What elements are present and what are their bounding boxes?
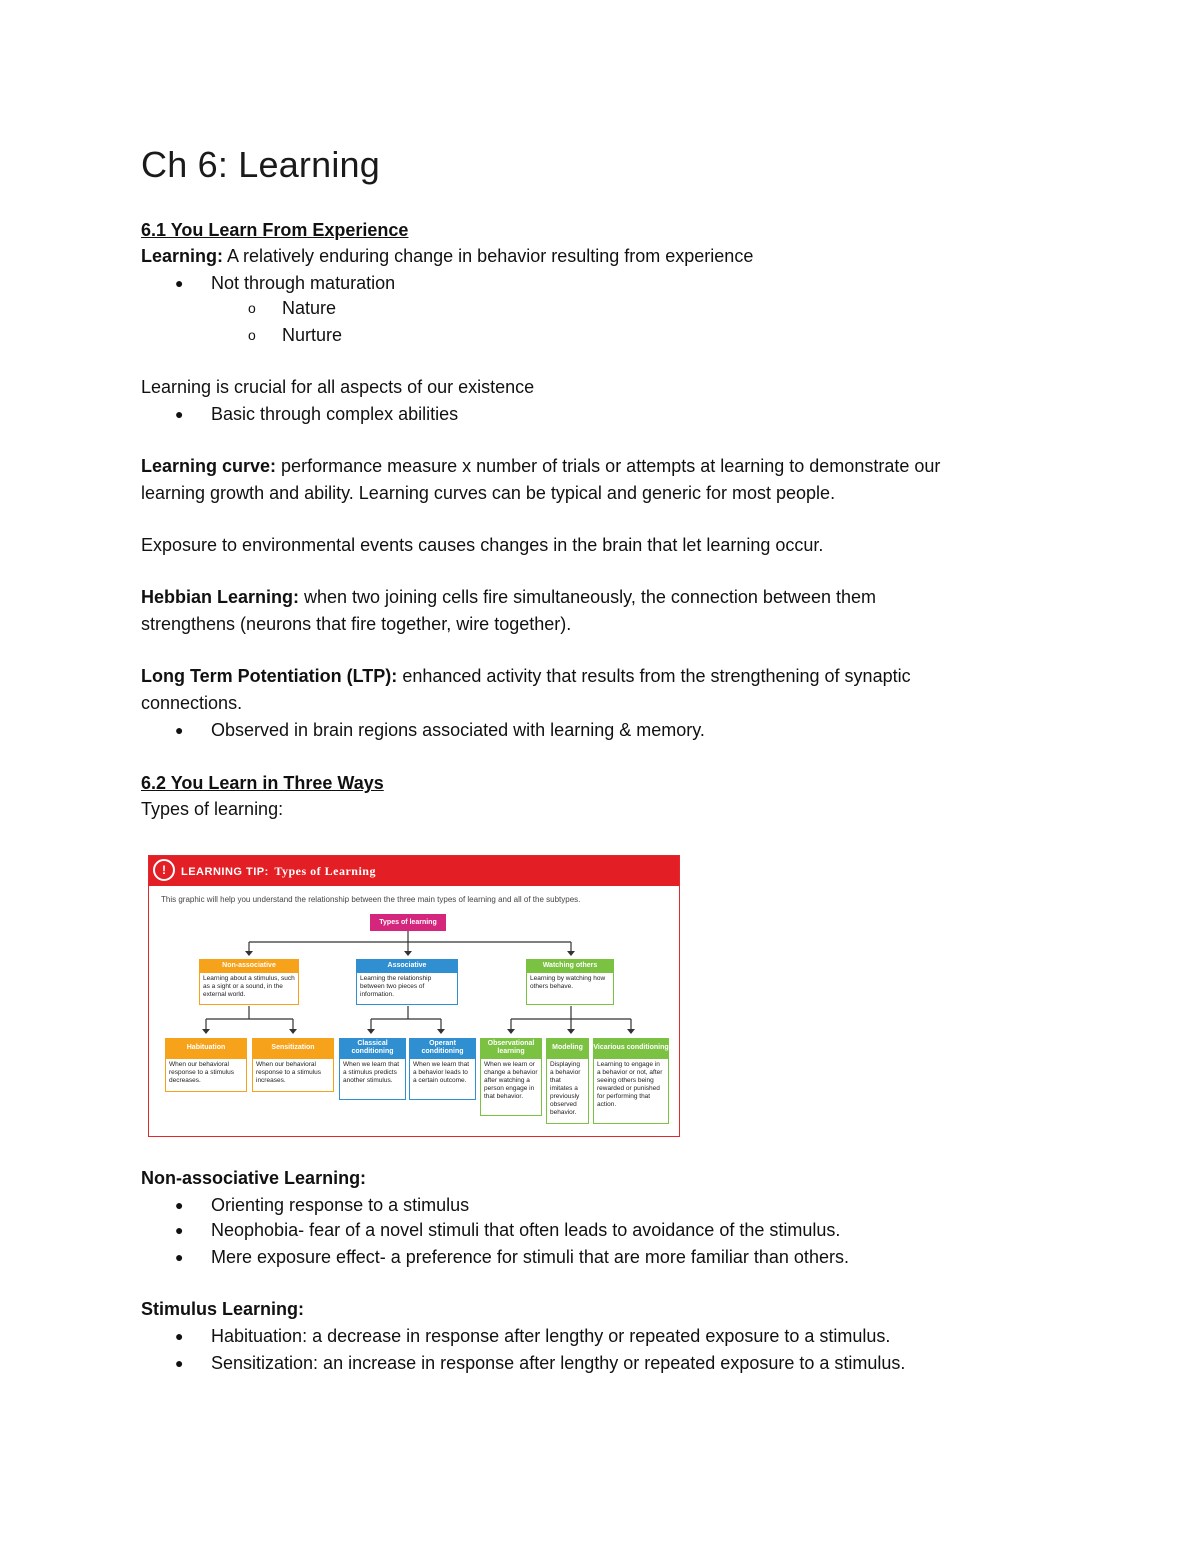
heading-stimulus-learning: Stimulus Learning: xyxy=(141,1299,305,1319)
node-classical-conditioning-body: When we learn that a stimulus predicts another stimulus. xyxy=(339,1058,406,1100)
page-title: Ch 6: Learning xyxy=(141,144,380,185)
list-item: Habituation: a decrease in response after lengthy or repeated exposure to a stimulus. xyxy=(211,1326,891,1346)
node-observational-learning-body: When we learn or change a behavior after watching a person engage in that behavior. xyxy=(480,1058,542,1116)
node-non-associative-title: Non-associative xyxy=(199,959,299,972)
infographic-intro: This graphic will help you understand the relationship between the three main types of learning and all of the subtypes. xyxy=(161,895,581,904)
list-item: Neophobia- fear of a novel stimuli that often leads to avoidance of the stimulus. xyxy=(211,1220,841,1240)
term-hebbian: Hebbian Learning: xyxy=(141,587,300,607)
node-habituation-title: Habituation xyxy=(165,1038,247,1058)
node-associative-title: Associative xyxy=(356,959,458,972)
definition-text: when two joining cells fire simultaneously, the connection between them xyxy=(299,587,876,607)
node-associative-body: Learning the relationship between two pieces of information. xyxy=(356,972,458,1005)
learning-tip-infographic xyxy=(148,855,680,1137)
sub-bullet-icon: o xyxy=(248,300,256,316)
list-item: Nature xyxy=(282,298,337,318)
definition-learning: A relatively enduring change in behavior resulting from experience xyxy=(223,246,754,266)
paragraph: strengthens (neurons that fire together, wire together). xyxy=(141,614,572,634)
node-observational-learning-title: Observational learning xyxy=(480,1038,542,1058)
node-sensitization-body: When our behavioral response to a stimulus increases. xyxy=(252,1058,334,1092)
paragraph: learning growth and ability. Learning curves can be typical and generic for most people. xyxy=(141,483,836,503)
definition-text: performance measure x number of trials or attempts at learning to demonstrate our xyxy=(276,456,941,476)
hebbian-definition xyxy=(141,584,876,610)
list-item: Basic through complex abilities xyxy=(211,404,459,424)
bullet-icon: ● xyxy=(175,406,184,422)
node-modeling-body: Displaying a behavior that imitates a previously observed behavior. xyxy=(546,1058,589,1124)
bullet-icon: ● xyxy=(175,275,184,291)
node-modeling-title: Modeling xyxy=(546,1038,589,1058)
node-operant-conditioning-title: Operant conditioning xyxy=(409,1038,476,1058)
node-vicarious-conditioning-title: Vicarious conditioning xyxy=(593,1038,669,1058)
heading-non-associative: Non-associative Learning: xyxy=(141,1168,367,1188)
node-habituation-body: When our behavioral response to a stimulus decreases. xyxy=(165,1058,247,1092)
paragraph: Types of learning: xyxy=(141,799,284,819)
term-learning: Learning: xyxy=(141,246,224,266)
node-types-of-learning: Types of learning xyxy=(370,914,446,931)
node-non-associative-body: Learning about a stimulus, such as a sight or a sound, in the external world. xyxy=(199,972,299,1005)
paragraph: Exposure to environmental events causes changes in the brain that let learning occur. xyxy=(141,535,824,555)
node-sensitization-title: Sensitization xyxy=(252,1038,334,1058)
list-item: Not through maturation xyxy=(211,273,396,293)
section-heading-6-1: 6.1 You Learn From Experience xyxy=(141,220,409,240)
ltp-definition xyxy=(141,663,911,689)
learning-curve-definition xyxy=(141,453,940,479)
node-watching-others-title: Watching others xyxy=(526,959,614,972)
node-watching-others-body: Learning by watching how others behave. xyxy=(526,972,614,1005)
list-item: Orienting response to a stimulus xyxy=(211,1195,470,1215)
list-item: Nurture xyxy=(282,325,343,345)
term-learning-curve: Learning curve: xyxy=(141,456,277,476)
tip-subtitle: Types of Learning xyxy=(274,864,376,878)
bullet-icon: ● xyxy=(175,1249,184,1265)
bullet-icon: ● xyxy=(175,722,184,738)
node-classical-conditioning-title: Classical conditioning xyxy=(339,1038,406,1058)
bullet-icon: ● xyxy=(175,1355,184,1371)
bullet-icon: ● xyxy=(175,1197,184,1213)
paragraph: Learning is crucial for all aspects of our existence xyxy=(141,377,535,397)
definition-text: enhanced activity that results from the strengthening of synaptic xyxy=(397,666,911,686)
list-item: Observed in brain regions associated with learning & memory. xyxy=(211,720,705,740)
node-operant-conditioning-body: When we learn that a behavior leads to a certain outcome. xyxy=(409,1058,476,1100)
node-vicarious-conditioning-body: Learning to engage in a behavior or not, after seeing others being rewarded or punished for performing that action. xyxy=(593,1058,669,1124)
list-item: Sensitization: an increase in response after lengthy or repeated exposure to a stimulus. xyxy=(211,1353,906,1373)
section-heading-6-2: 6.2 You Learn in Three Ways xyxy=(141,773,384,793)
list-item: Mere exposure effect- a preference for stimuli that are more familiar than others. xyxy=(211,1247,849,1267)
sub-bullet-icon: o xyxy=(248,327,256,343)
tip-label: LEARNING TIP: xyxy=(181,866,269,878)
lightbulb-icon: ! xyxy=(153,859,175,881)
term-ltp: Long Term Potentiation (LTP): xyxy=(141,666,398,686)
learning-definition xyxy=(141,243,753,269)
bullet-icon: ● xyxy=(175,1222,184,1238)
bullet-icon: ● xyxy=(175,1328,184,1344)
paragraph: connections. xyxy=(141,693,243,713)
